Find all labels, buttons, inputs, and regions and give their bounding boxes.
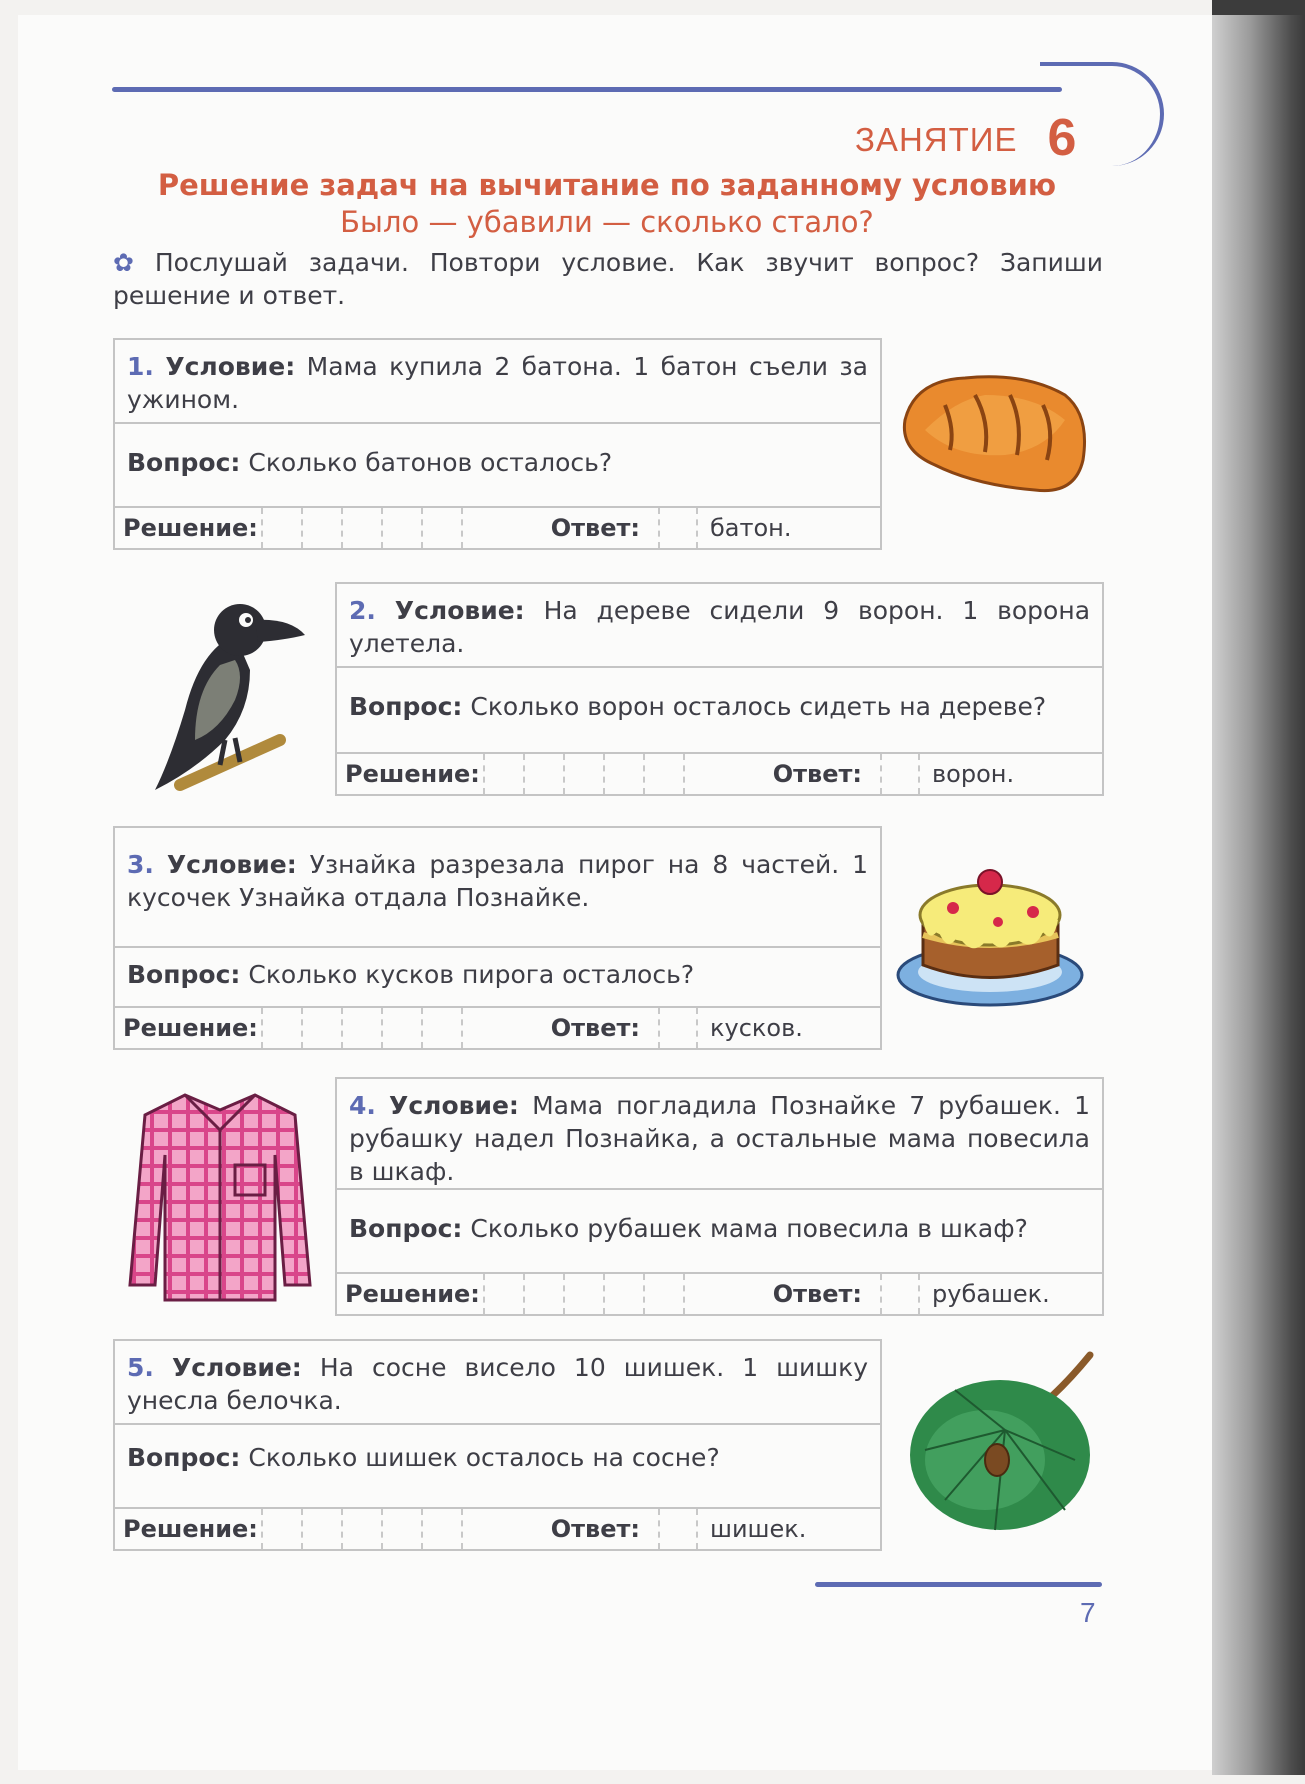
condition-label: Условие: [165, 352, 296, 381]
lesson-word: ЗАНЯТИЕ [855, 121, 1018, 158]
task-2 [335, 582, 1104, 796]
solution-cell[interactable] [683, 754, 723, 794]
task-5-condition-row [115, 1341, 880, 1425]
task-2-number: 2. [349, 596, 376, 625]
task-5-number: 5. [127, 1353, 154, 1382]
scan-edge-right [1212, 15, 1305, 1775]
instruction [113, 246, 1103, 312]
task-4-unit: рубашек. [932, 1280, 1050, 1308]
solution-cell[interactable] [261, 508, 301, 548]
flower-icon: ✿ [113, 248, 147, 277]
solution-cell[interactable] [643, 1274, 683, 1314]
task-5-solution-cells[interactable] [261, 1509, 501, 1549]
page-title: Решение задач на вычитание по заданному условию [157, 168, 1057, 202]
solution-cell[interactable] [301, 1509, 341, 1549]
task-2-question: Сколько ворон осталось сидеть на дереве? [470, 692, 1047, 721]
solution-cell[interactable] [563, 754, 603, 794]
task-1-condition: Мама купила 2 батона. 1 батон съели за ужином. [127, 352, 868, 414]
solution-cell[interactable] [563, 1274, 603, 1314]
bread-loaf-icon [895, 360, 1095, 510]
solution-cell[interactable] [381, 508, 421, 548]
scan-edge-top [1212, 0, 1305, 15]
pine-branch-icon [905, 1350, 1095, 1545]
solution-cell[interactable] [421, 1008, 461, 1048]
lesson-number: 6 [1047, 109, 1077, 167]
shirt-icon [125, 1085, 315, 1305]
task-5-answer-cell[interactable] [658, 1509, 698, 1549]
task-2-solution-cells[interactable] [483, 754, 723, 794]
task-1-condition-row [115, 340, 880, 424]
condition-label: Условие: [394, 596, 525, 625]
task-2-question-row [337, 668, 1102, 754]
solution-label: Решение: [345, 760, 480, 788]
task-3-condition-row [115, 828, 880, 948]
solution-cell[interactable] [603, 754, 643, 794]
task-4-condition: Мама погладила Познайке 7 рубашек. 1 рубашку надел Познайка, а остальные мама повесила в шкаф. [349, 1091, 1090, 1186]
solution-label: Решение: [345, 1280, 480, 1308]
question-label: Вопрос: [349, 1214, 463, 1243]
task-5-question: Сколько шишек осталось на сосне? [248, 1443, 720, 1472]
crow-icon [140, 590, 310, 800]
task-4-condition-row [337, 1079, 1102, 1190]
solution-cell[interactable] [381, 1008, 421, 1048]
instruction-text: Послушай задачи. Повтори условие. Как звучит вопрос? Запиши решение и ответ. [113, 248, 1104, 310]
solution-cell[interactable] [261, 1509, 301, 1549]
task-4-question-row [337, 1190, 1102, 1274]
task-5-question-row [115, 1425, 880, 1509]
question-label: Вопрос: [127, 960, 241, 989]
solution-cell[interactable] [461, 1008, 501, 1048]
solution-cell[interactable] [643, 754, 683, 794]
solution-label: Решение: [123, 1014, 258, 1042]
task-2-answer-row [337, 754, 1102, 794]
task-3-answer-cell[interactable] [658, 1008, 698, 1048]
question-label: Вопрос: [127, 1443, 241, 1472]
footer-rule [815, 1582, 1102, 1587]
solution-label: Решение: [123, 1515, 258, 1543]
task-4-answer-row [337, 1274, 1102, 1314]
lesson-heading [855, 108, 1090, 168]
solution-cell[interactable] [483, 754, 523, 794]
solution-cell[interactable] [523, 1274, 563, 1314]
task-1-question-row [115, 424, 880, 508]
solution-cell[interactable] [341, 508, 381, 548]
task-1-unit: батон. [710, 514, 792, 542]
page-subtitle: Было — убавили — сколько стало? [340, 205, 874, 239]
task-3-unit: кусков. [710, 1014, 803, 1042]
question-label: Вопрос: [127, 448, 241, 477]
task-5 [113, 1339, 882, 1551]
task-3-number: 3. [127, 850, 154, 879]
solution-label: Решение: [123, 514, 258, 542]
answer-label: Ответ: [550, 1014, 640, 1042]
task-4-number: 4. [349, 1091, 376, 1120]
solution-cell[interactable] [603, 1274, 643, 1314]
task-4-solution-cells[interactable] [483, 1274, 723, 1314]
task-3-solution-cells[interactable] [261, 1008, 501, 1048]
solution-cell[interactable] [461, 1509, 501, 1549]
task-1-answer-cell[interactable] [658, 508, 698, 548]
task-3-condition: Узнайка разрезала пирог на 8 частей. 1 кусочек Узнайка отдала Познайке. [127, 850, 868, 912]
solution-cell[interactable] [683, 1274, 723, 1314]
task-1-answer-row [115, 508, 880, 548]
task-4-answer-cell[interactable] [880, 1274, 920, 1314]
solution-cell[interactable] [523, 754, 563, 794]
condition-label: Условие: [166, 850, 297, 879]
task-4 [335, 1077, 1104, 1316]
task-2-answer-cell[interactable] [880, 754, 920, 794]
task-5-condition: На сосне висело 10 шишек. 1 шишку унесла белочка. [127, 1353, 869, 1415]
solution-cell[interactable] [341, 1008, 381, 1048]
solution-cell[interactable] [261, 1008, 301, 1048]
solution-cell[interactable] [301, 1008, 341, 1048]
question-label: Вопрос: [349, 692, 463, 721]
answer-label: Ответ: [550, 514, 640, 542]
solution-cell[interactable] [483, 1274, 523, 1314]
condition-label: Условие: [171, 1353, 302, 1382]
task-1-solution-cells[interactable] [261, 508, 501, 548]
task-3-question-row [115, 948, 880, 1008]
solution-cell[interactable] [341, 1509, 381, 1549]
task-3-question: Сколько кусков пирога осталось? [248, 960, 695, 989]
condition-label: Условие: [389, 1091, 519, 1120]
task-2-condition: На дереве сидели 9 ворон. 1 ворона улетела. [349, 596, 1091, 658]
task-2-unit: ворон. [932, 760, 1015, 788]
task-5-unit: шишек. [710, 1515, 807, 1543]
header-rule [112, 87, 1062, 92]
page-number: 7 [1080, 1597, 1096, 1628]
solution-cell[interactable] [461, 508, 501, 548]
task-3-answer-row [115, 1008, 880, 1048]
task-4-question: Сколько рубашек мама повесила в шкаф? [470, 1214, 1028, 1243]
answer-label: Ответ: [772, 760, 862, 788]
task-1-number: 1. [127, 352, 154, 381]
solution-cell[interactable] [421, 508, 461, 548]
task-5-answer-row [115, 1509, 880, 1549]
answer-label: Ответ: [550, 1515, 640, 1543]
task-1 [113, 338, 882, 550]
solution-cell[interactable] [301, 508, 341, 548]
solution-cell[interactable] [381, 1509, 421, 1549]
task-2-condition-row [337, 584, 1102, 668]
answer-label: Ответ: [772, 1280, 862, 1308]
solution-cell[interactable] [421, 1509, 461, 1549]
task-3 [113, 826, 882, 1050]
task-1-question: Сколько батонов осталось? [248, 448, 613, 477]
cake-icon [893, 860, 1088, 1010]
